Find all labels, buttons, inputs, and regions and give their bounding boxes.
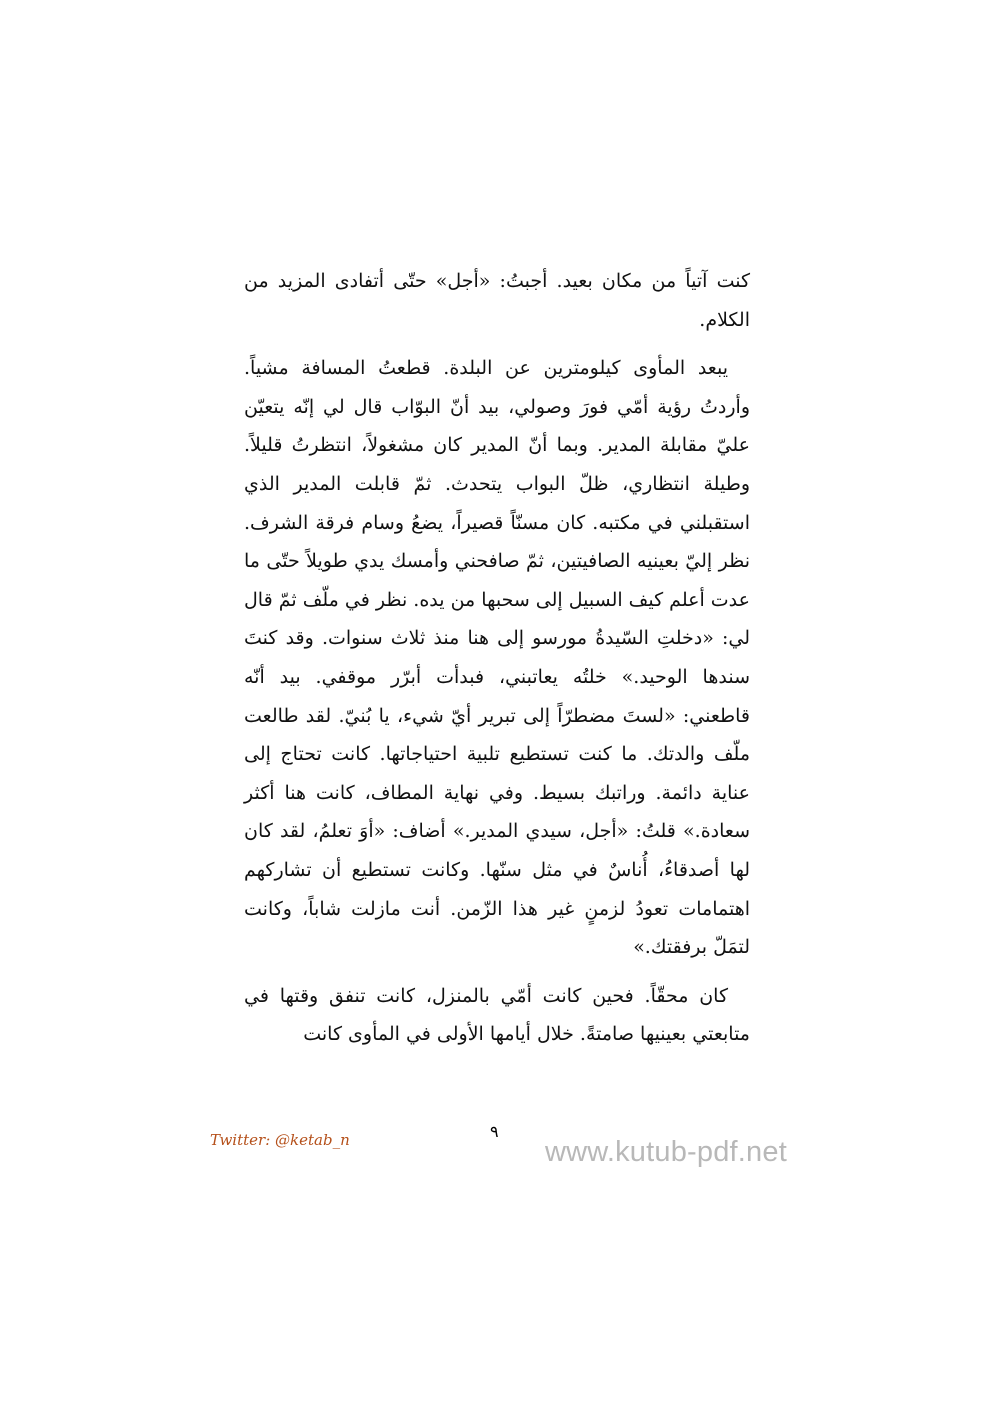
twitter-handle: Twitter: @ketab_n bbox=[210, 1131, 350, 1149]
paragraph-3: كان محقّاً. فحين كانت أمّي بالمنزل، كانت تنفق وقتها في متابعتي بعينيها صامتةً. خلال أيامها الأولى في المأوى كانت bbox=[244, 984, 750, 1046]
paragraph-2: يبعد المأوى كيلومترين عن البلدة. قطعتُ المسافة مشياً. وأردتُ رؤية أمّي فورَ وصولي، بيد أنّ البوّاب قال لي إنّه يتعيّن عليّ مقابلة المدير. وبما أنّ المدير كان مشغولاً، انتظرتُ قليلاً. وطيلة انتظاري، ظلّ البواب يتحدث. ثمّ قابلت المدير الذي استقبلني في مكتبه. كان مسنّاً قصيراً، يضعُ وسام فرقة الشرف. نظر إليّ بعينيه الصافيتين، ثمّ صافحني وأمسك يدي طويلاً حتّى ما عدت أعلم كيف السبيل إلى سحبها من يده. نظر في ملّف ثمّ قال لي: «دخلتِ السّيدةُ مورسو إلى هنا منذ ثلاث سنوات. وقد كنتَ سندها الوحيد.» خلتُه يعاتبني، فبدأت أبرّر موقفي. بيد أنّه قاطعني: «لستَ مضطرّاً إلى تبرير أيّ شيء، يا بُنيّ. لقد طالعت ملّف والدتك. ما كنت تستطيع تلبية احتياجاتها. كانت تحتاج إلى عناية دائمة. وراتبك بسيط. وفي نهاية المطاف، كانت هنا أكثر سعادة.» قلتُ: «أجل، سيدي المدير.» أضاف: «أوَ تعلمُ، لقد كان لها أصدقاءُ، أُناسٌ في مثل سنّها. وكانت تستطيع أن تشاركهم اهتمامات تعودُ لزمنٍ غير هذا الزّمن. أنت مازلت شاباً، وكانت لتمَلّ برفقتك.» bbox=[244, 357, 750, 959]
paragraph-1: كنت آتياً من مكان بعيد. أجبتُ: «أجل» حتّى أتفادى المزيد من الكلام. bbox=[244, 270, 751, 331]
body-text bbox=[244, 262, 750, 1054]
page-number: ٩ bbox=[490, 1122, 499, 1141]
website-watermark: www.kutub-pdf.net bbox=[545, 1136, 787, 1168]
